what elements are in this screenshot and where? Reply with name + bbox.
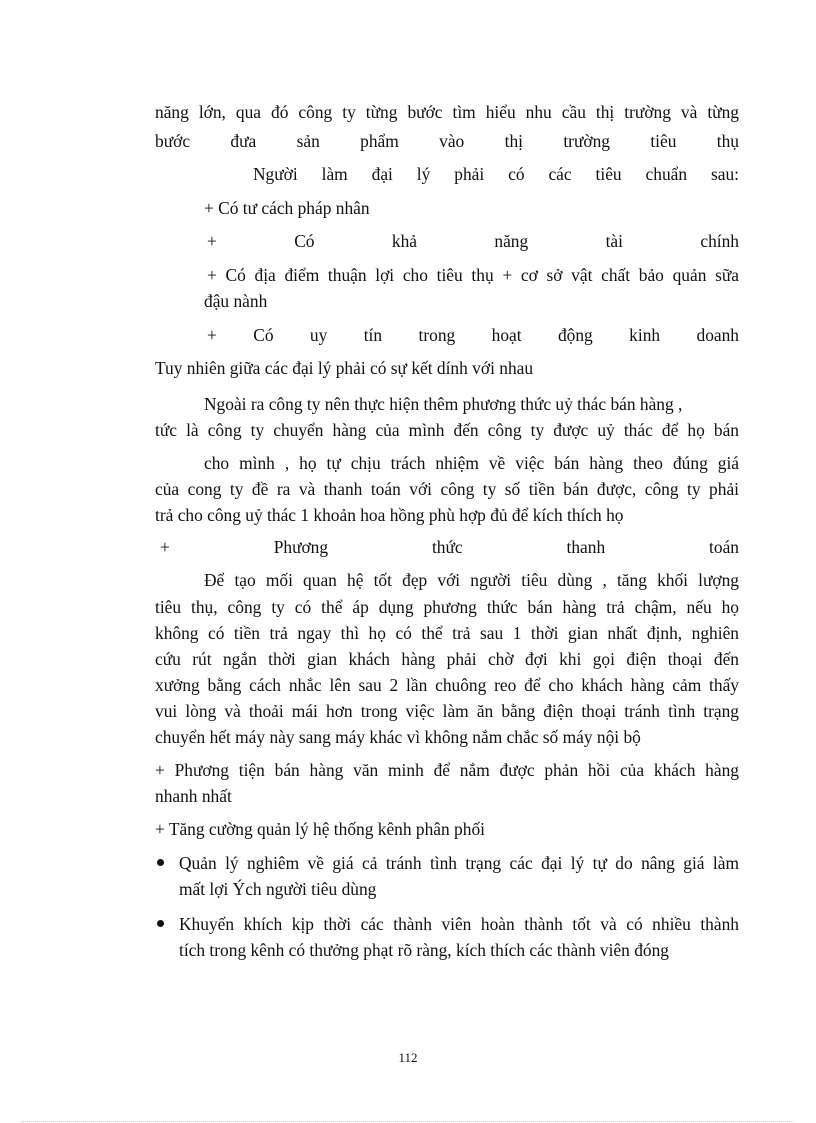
text-line: cứu rút ngắn thời gian khách hàng phải chờ đợi khi gọi điện thoại đến [155,649,739,669]
text-line: Ngoài ra công ty nên thực hiện thêm phương thức uỷ thác bán hàng , [204,394,683,414]
text-line: không có tiền trả ngay thì họ có thể trả sau 1 thời gian nhất định, nghiên [155,623,739,643]
text-line: + Có khả năng tài chính [207,231,739,251]
text-line: của cong ty đề ra và thanh toán với công ty số tiền bán được, công ty phải [155,479,739,499]
text-line: năng lớn, qua đó công ty từng bước tìm hiểu nhu cầu thị trường và từng [155,102,739,122]
text-line: tiêu thụ, công ty có thể áp dụng phương thức bán hàng trả chậm, nếu họ [155,597,739,617]
bullet-item-line: tích trong kênh có thưởng phạt rõ ràng, kích thích các thành viên đóng [179,940,669,960]
bullet-dot-icon [157,859,164,866]
page-number: 112 [398,1050,418,1065]
text-line: Để tạo mối quan hệ tốt đẹp với người tiêu dùng , tăng khối lượng [204,570,739,590]
text-line: xưởng bằng cách nhắc lên sau 2 lần chuông reo để cho khách hàng cảm thấy [155,675,739,695]
bullet-dot-icon [157,920,164,927]
text-line: đậu nành [204,291,268,311]
text-line: trả cho công uỷ thác 1 khoản hoa hồng phù hợp đủ để kích thích họ [155,505,624,525]
text-line: bước đưa sản phẩm vào thị trường tiêu thụ [155,131,739,151]
page-bottom-divider [22,1121,794,1122]
text-line: vui lòng và thoải mái hơn trong việc làm ăn bằng điện thoại tránh tình trạng [155,701,739,721]
text-line: + Phương thức thanh toán [160,537,739,557]
bullet-item-line: Khuyến khích kịp thời các thành viên hoàn thành tốt và có nhiều thành [179,914,739,934]
bullet-item-line: Quản lý nghiêm về giá cả tránh tình trạng các đại lý tự do nâng giá làm [179,853,739,873]
text-line: + Phương tiện bán hàng văn minh để nắm được phản hồi của khách hàng [155,760,739,780]
text-line: cho mình , họ tự chịu trách nhiệm về việc bán hàng theo đúng giá [204,453,739,473]
text-line: + Tăng cường quản lý hệ thống kênh phân phối [155,819,485,839]
text-line: nhanh nhất [155,786,232,806]
text-line: chuyển hết máy này sang máy khác vì không nắm chắc số máy nội bộ [155,727,641,747]
text-line: + Có uy tín trong hoạt động kinh doanh [207,325,739,345]
text-line: + Có địa điểm thuận lợi cho tiêu thụ + cơ sở vật chất bảo quản sữa [207,265,739,285]
bullet-item-line: mất lợi Ých người tiêu dùng [179,879,377,899]
text-line: tức là công ty chuyển hàng của mình đến công ty được uỷ thác để họ bán [155,420,739,440]
text-line: Người làm đại lý phải có các tiêu chuẩn sau: [253,164,739,184]
text-line: Tuy nhiên giữa các đại lý phải có sự kết dính với nhau [155,358,534,378]
text-line: + Có tư cách pháp nhân [204,198,370,218]
